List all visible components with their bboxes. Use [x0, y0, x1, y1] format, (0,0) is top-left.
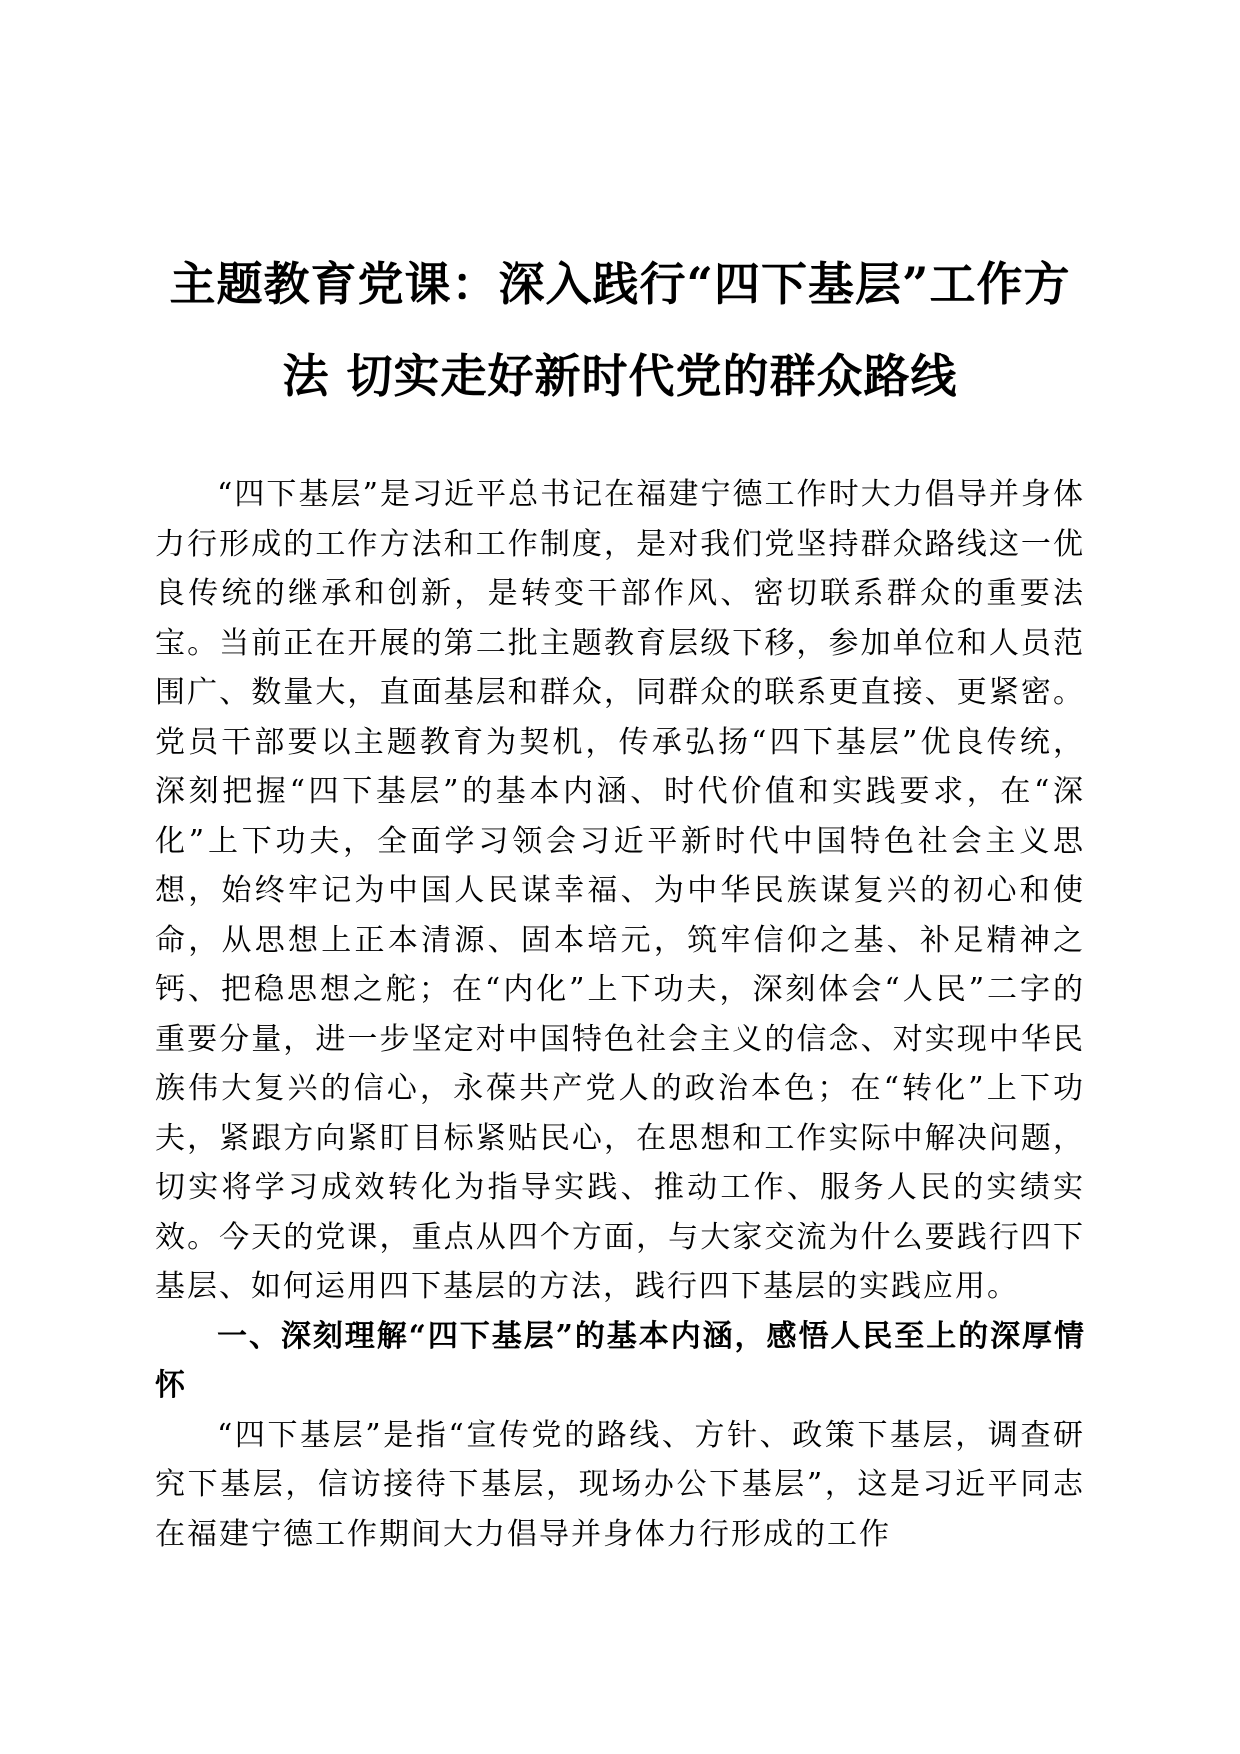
- document-body: [155, 470, 1085, 1559]
- intro-paragraph: “四下基层”是习近平总书记在福建宁德工作时大力倡导并身体力行形成的工作方法和工作制度，是对我们党坚持群众路线这一优良传统的继承和创新，是转变干部作风、密切联系群众的重要法宝。当前正在开展的第二批主题教育层级下移，参加单位和人员范围广、数量大，直面基层和群众，同群众的联系更直接、更紧密。党员干部要以主题教育为契机，传承弘扬“四下基层”优良传统，深刻把握“四下基层”的基本内涵、时代价值和实践要求，在“深化”上下功夫，全面学习领会习近平新时代中国特色社会主义思想，始终牢记为中国人民谋幸福、为中华民族谋复兴的初心和使命，从思想上正本清源、固本培元，筑牢信仰之基、补足精神之钙、把稳思想之舵；在“内化”上下功夫，深刻体会“人民”二字的重要分量，进一步坚定对中国特色社会主义的信念、对实现中华民族伟大复兴的信心，永葆共产党人的政治本色；在“转化”上下功夫，紧跟方向紧盯目标紧贴民心，在思想和工作实际中解决问题，切实将学习成效转化为指导实践、推动工作、服务人民的实绩实效。今天的党课，重点从四个方面，与大家交流为什么要践行四下基层、如何运用四下基层的方法，践行四下基层的实践应用。: [155, 477, 1085, 1304]
- section-1-paragraph: “四下基层”是指“宣传党的路线、方针、政策下基层，调查研究下基层，信访接待下基层，现场办公下基层”，这是习近平同志在福建宁德工作期间大力倡导并身体力行形成的工作: [155, 1417, 1085, 1552]
- document-title: 主题教育党课：深入践行“四下基层”工作方法 切实走好新时代党的群众路线: [169, 257, 1071, 403]
- section-heading-1: 一、深刻理解“四下基层”的基本内涵，感悟人民至上的深厚情怀: [155, 1318, 1085, 1403]
